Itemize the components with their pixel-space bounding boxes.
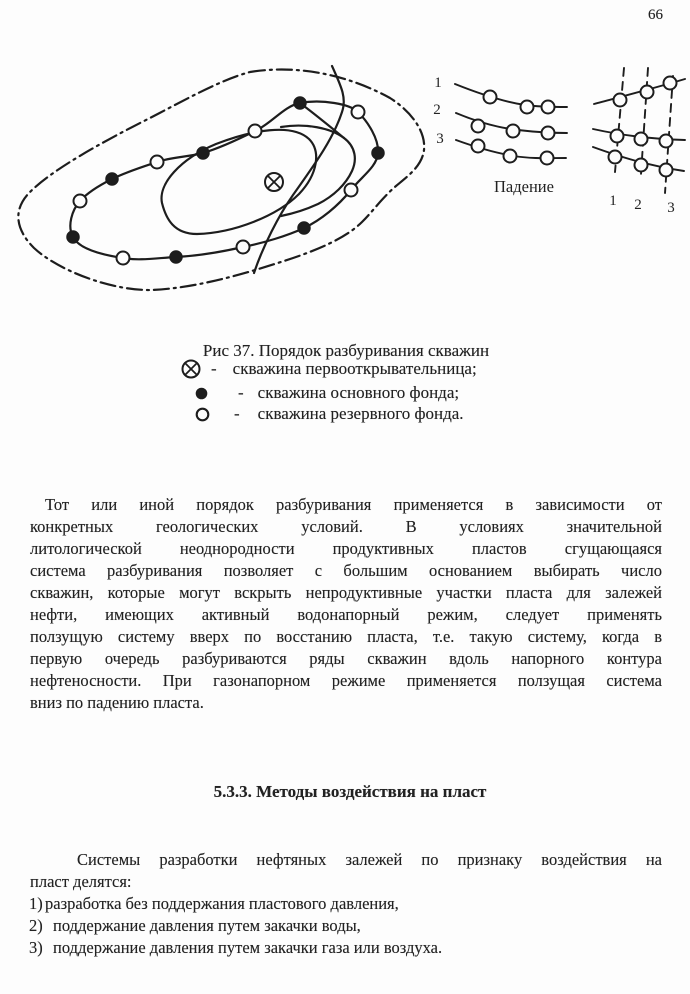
outer-dashdot-contour [18, 70, 424, 291]
legend-label: скважина основного фонда; [257, 383, 460, 402]
dip-row-label-3: 3 [436, 131, 444, 147]
inner-contour [162, 130, 317, 234]
reserve-well-icon [609, 151, 622, 164]
main-well-icon [170, 251, 182, 263]
main-well-icon [298, 222, 310, 234]
paragraph-line: пласт делятся: [30, 872, 132, 891]
legend-row [195, 383, 459, 403]
reserve-well-icon [542, 127, 555, 140]
paragraph-line: система разбуривания позволяет с большим основанием выбирать число [30, 561, 662, 580]
reserve-well-icon [249, 125, 262, 138]
list-marker: 1) [29, 894, 43, 913]
paragraph-line: первую очередь разбуриваются ряды скважин вдоль напорного контура [30, 649, 662, 668]
list-item [29, 937, 669, 959]
paragraph-line: Тот или иной порядок разбуривания применяется в зависимости от [45, 495, 662, 514]
list-text: поддержание давления путем закачки воды, [53, 916, 361, 935]
reserve-well-icon [641, 86, 654, 99]
page-number: 66 [648, 7, 663, 23]
numbered-list [29, 893, 669, 959]
reserve-well-icon [611, 130, 624, 143]
list-text: поддержание давления путем закачки газа или воздуха. [53, 938, 443, 957]
main-well-icon [67, 231, 79, 243]
reserve-well-icon [541, 152, 554, 165]
reserve-well-icon [472, 140, 485, 153]
dip-caption: Падение [494, 177, 554, 196]
list-item [29, 915, 669, 937]
right-loop-contour [281, 126, 355, 216]
legend-row [181, 359, 477, 379]
reserve-well-icon [151, 156, 164, 169]
reserve-well-icon [660, 135, 673, 148]
main-well-icon [106, 173, 118, 185]
dip-wells [472, 91, 555, 165]
paragraph-line: скважин, которые могут вскрыть непродуктивные участки пласта для залежей [30, 583, 662, 602]
discovery-well-icon [265, 173, 283, 191]
reserve-well-icon [635, 133, 648, 146]
paragraph-line: Системы разработки нефтяных залежей по признаку воздействия на [77, 850, 662, 869]
main-well-icon [294, 97, 306, 109]
grid-diagram [593, 68, 685, 216]
legend-dash: - [234, 404, 240, 423]
reserve-well-icon [542, 101, 555, 114]
reserve-well-icon [117, 252, 130, 265]
list-item [29, 893, 669, 915]
reserve-well-icon [664, 77, 677, 90]
reserve-well-icon [345, 184, 358, 197]
grid-column-label-2: 2 [634, 197, 642, 213]
discovery-well-icon [181, 359, 201, 379]
body-paragraph-2 [30, 849, 662, 893]
paragraph-line: литологической неоднородности продуктивных пластов сгущающаяся [30, 539, 662, 558]
reserve-well-icon [237, 241, 250, 254]
paragraph-line: нефти, имеющих активный водонапорный режим, следует применять [30, 605, 662, 624]
oilfield-map [18, 66, 424, 290]
paragraph-line: ползущую систему вверх по восстанию пласта, т.е. такую систему, когда в [30, 627, 662, 646]
paragraph-line: нефтеносности. При газонапорном режиме применяется ползущая система [30, 671, 662, 690]
section-heading: 5.3.3. Методы воздействия на пласт [213, 782, 487, 801]
grid-column-label-3: 3 [667, 200, 675, 216]
grid-column-label-1: 1 [609, 193, 617, 209]
reserve-well-icon [352, 106, 365, 119]
connector-curve [300, 103, 344, 138]
legend-dash: - [238, 383, 244, 402]
reserve-well-icon [660, 164, 673, 177]
reserve-well-icon [635, 159, 648, 172]
reserve-well-icon [472, 120, 485, 133]
reserve-well-icon [74, 195, 87, 208]
legend-row [195, 404, 464, 424]
dip-row-label-2: 2 [433, 102, 441, 118]
figure-37 [0, 55, 690, 310]
legend-label: скважина резервного фонда. [257, 404, 464, 423]
reserve-well-icon [614, 94, 627, 107]
list-marker: 2) [29, 916, 43, 935]
body-paragraph-1 [30, 494, 662, 714]
main-well-icon [197, 147, 209, 159]
reserve-well-icon [195, 407, 210, 422]
reserve-well-icon [504, 150, 517, 163]
paragraph-line: вниз по падению пласта. [30, 693, 204, 712]
reserve-well-icon [484, 91, 497, 104]
reserve-well-icon [521, 101, 534, 114]
figure-caption: Рис 37. Порядок разбуривания скважин [202, 341, 490, 360]
main-well-icon [195, 387, 208, 400]
list-text: разработка без поддержания пластового давления, [45, 894, 399, 913]
main-well-icon [372, 147, 384, 159]
dip-diagram [433, 75, 567, 196]
legend-dash: - [211, 359, 217, 378]
paragraph-line: конкретных геологических условий. В условиях значительной [30, 517, 662, 536]
list-marker: 3) [29, 938, 43, 957]
dip-row-label-1: 1 [434, 75, 442, 91]
legend-label: скважина первооткрывательница; [232, 359, 477, 378]
reserve-well-icon [507, 125, 520, 138]
